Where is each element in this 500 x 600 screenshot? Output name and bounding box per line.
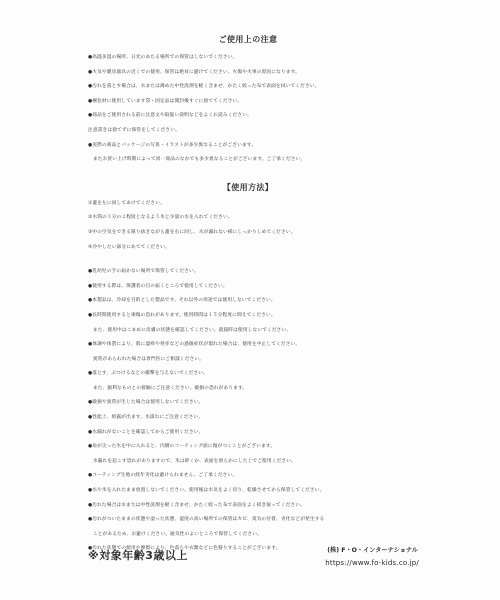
- instructions-body: [88, 34, 408, 557]
- usage-note: ●水や氷を入れたまま放置しないでください。使用後は水気をよく切り、乾燥させてから保管してください。: [88, 488, 325, 494]
- usage-note: 水漏れを起こす恐れがありますので、氷は砕くか、表面を滑らかにした上でご使用ください。: [88, 458, 296, 464]
- caution-line: 注意書きは捨てずに保管をしてください。: [88, 127, 180, 133]
- usage-note: 異常があらわれた場合は専門医にご相談ください。: [88, 356, 205, 362]
- footer: [88, 545, 418, 575]
- caution-line: ●火気や暖房器具の近くでの使用、保管は絶対に避けてください。火傷や火事の原因になります。: [88, 69, 300, 75]
- usage-note: ●使用する際は、保護者の目の届くところで使用してください。: [88, 283, 228, 289]
- company-name: (株) F・O・インターナショナル: [327, 547, 418, 554]
- caution-line: ●高温多湿の場所、日光のあたる場所での保管はしないでください。: [88, 55, 238, 60]
- company-url: https://www.fo-kids.co.jp/: [325, 559, 419, 567]
- usage-note: ●破損や異常が生じた場合は使用しないでください。: [88, 400, 204, 406]
- usage-note: ●角が尖った氷を中に入れると、内側のコーティング面に傷がつくことがございます。: [88, 444, 276, 450]
- usage-note: ●コーティング生地の経年劣化は避けられません。ご了承ください。: [88, 473, 238, 479]
- usage-note: ●落とす、ぶつけるなどの衝撃を与えないでください。: [88, 371, 208, 377]
- usage-note: ●水漏れがないことを確認してからご使用ください。: [88, 429, 204, 435]
- usage-note: ●汚れた状態での使用や摩擦により、色落ちや衣類などに色移りすることがございます。: [88, 546, 281, 552]
- age-notice: ※対象年齢3歳以上: [88, 549, 188, 562]
- usage-step: ④冷やしたい部分にあててください。: [88, 244, 170, 250]
- caution-line: ●梱包材に使用しています袋・固定品は開封後すぐに捨ててください。: [88, 98, 243, 104]
- usage-note: ●乳幼児の手の届かない場所で保管してください。: [88, 269, 199, 275]
- caution-line: ●実際の商品とパッケージの写真・イラストが多少異なることがございます。: [88, 142, 257, 148]
- usage-notes: [88, 265, 408, 557]
- usage-steps: [88, 197, 408, 255]
- caution-line: ●商品をご使用される前に注意文や取扱い説明などをよくお読みください。: [88, 113, 252, 119]
- usage-note: ●長時間使用すると凍傷の恐れがあります。使用時間は１５分程度に抑えてください。: [88, 312, 276, 318]
- caution-title: ご使用上の注意: [218, 35, 278, 44]
- usage-step: ②水筒の３分の２程度となるよう氷と少量の水を入れてください。: [88, 215, 233, 221]
- caution-list: [88, 51, 408, 168]
- usage-note: ●性能上、結露が出ます、水濡れにご注意ください。: [88, 415, 204, 421]
- usage-note: ●本製品は、冷却を目的とした製品です。それ以外の用途では使用しないでください。: [88, 298, 276, 304]
- usage-note: ●体調や体質により、肌に湿疹や発赤などの過敏症状が現れた場合は、使用を中止してください。: [88, 342, 301, 348]
- usage-note: また、使用中はこまめに皮膚の状態を確認してください。就寝時は使用しないでください。: [88, 327, 292, 333]
- usage-note: ●汚れた場合は水または中性洗剤を軽く含ませ、かたく絞った布で表面をよく拭き取ってください。: [88, 502, 305, 508]
- usage-note: ●汚れがついたままの状態や湿った状態、湿度の高い場所での保管はカビ、臭気の付着、劣化などが発生する: [88, 517, 325, 523]
- usage-note: ことがあるため、お避けください。通気性のよいところで保管してください。: [88, 531, 262, 537]
- usage-note: また、鋭利なものとの接触にご注意ください。破損の恐れがあります。: [88, 385, 248, 391]
- usage-title: 【使用方法】: [222, 182, 274, 192]
- caution-line: ●汚れを落とす場合は、水または薄めた中性洗剤を軽く含ませ、かたく絞った布で表面を拭いてください。: [88, 84, 320, 90]
- caution-line: またお買い上げ時期によって同一商品のなかでも多少異なることがございます。ご了承ください。: [88, 157, 306, 163]
- usage-step: ①蓋を左に回してあけてください。: [88, 200, 165, 206]
- usage-step: ③中の空気をできる限り抜きながら蓋を右に回し、水が漏れない様にしっかりしめてください。: [88, 229, 296, 235]
